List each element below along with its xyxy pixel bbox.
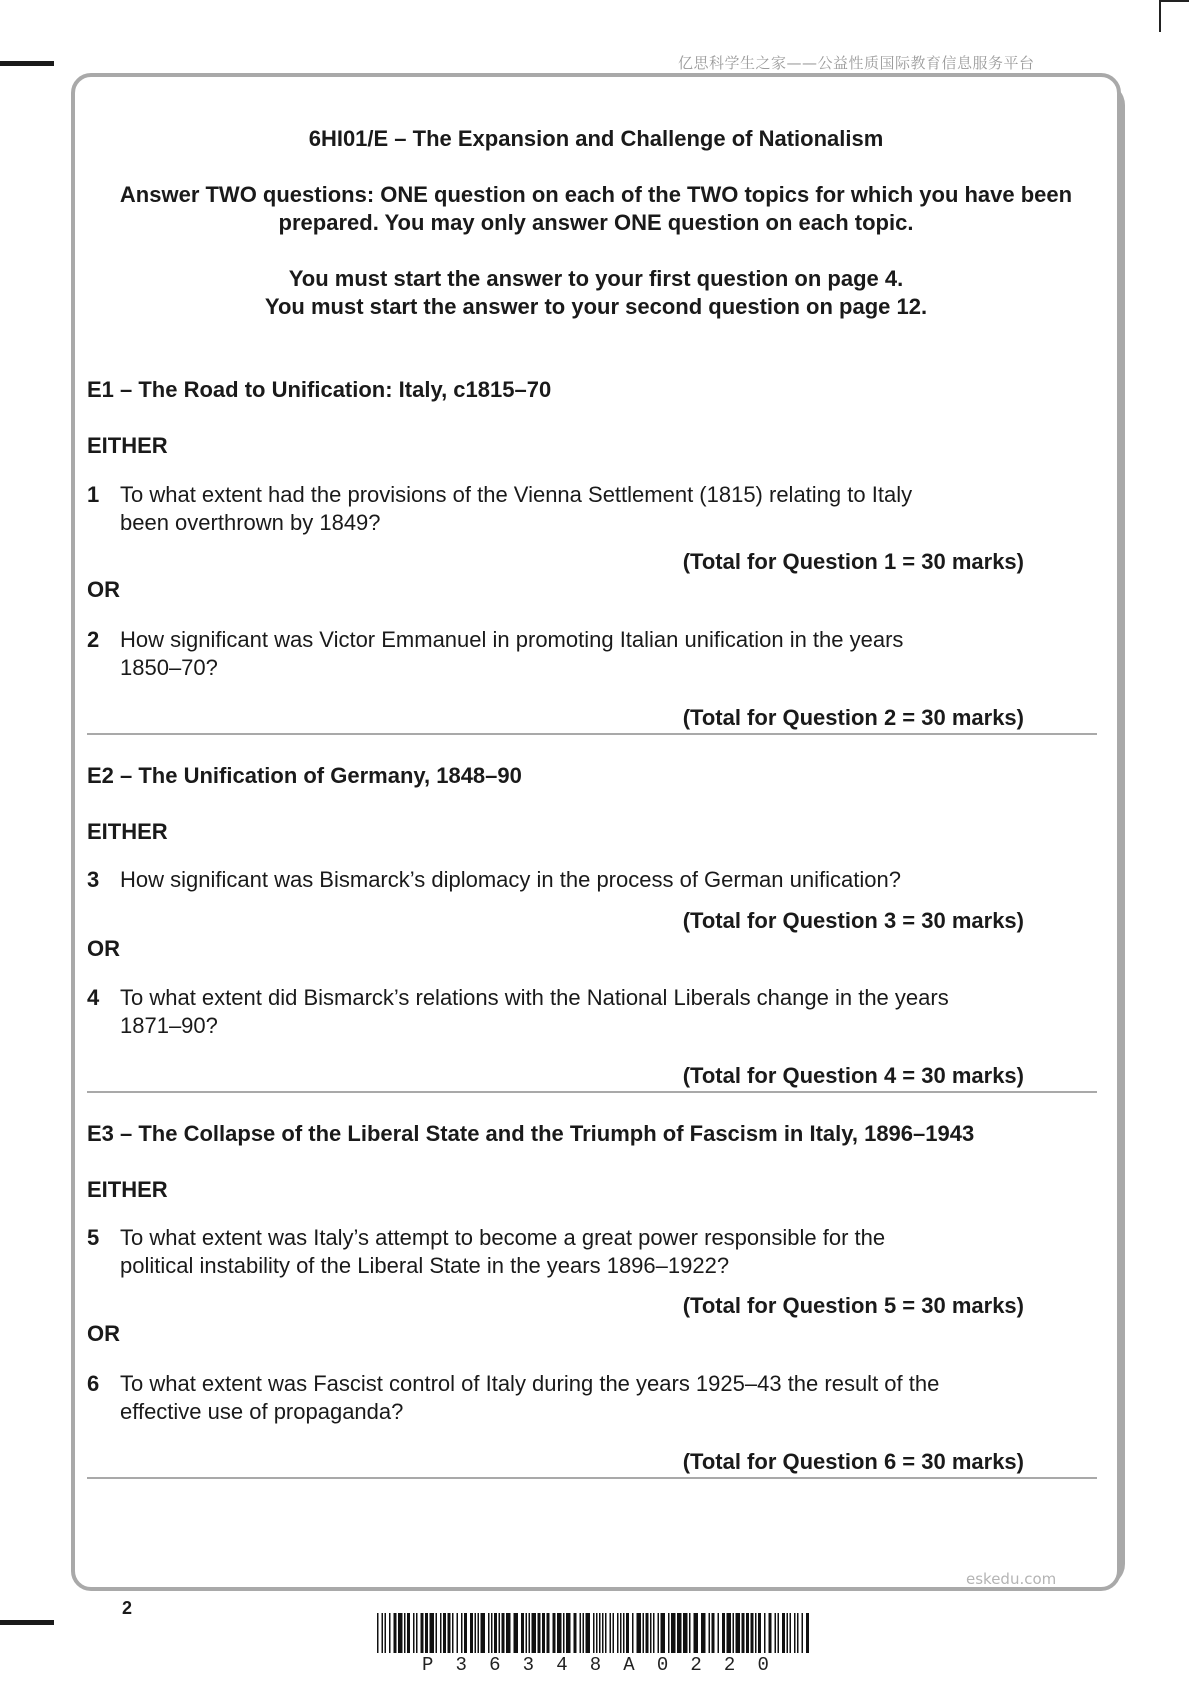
barcode-bar	[626, 1613, 629, 1653]
barcode-bar	[499, 1613, 501, 1653]
question-number: 1	[87, 482, 100, 507]
barcode-bar	[658, 1613, 660, 1653]
section-title: E2 – The Unification of Germany, 1848–90	[87, 763, 522, 788]
barcode-bar	[470, 1613, 473, 1653]
barcode-bar	[802, 1613, 804, 1653]
barcode-bar	[637, 1613, 642, 1653]
barcode-bar	[557, 1613, 562, 1653]
question-line: 1850–70?	[120, 655, 218, 680]
question-number: 4	[87, 985, 100, 1010]
barcode-bar	[806, 1613, 809, 1653]
barcode-bar	[514, 1613, 519, 1653]
barcode-bar	[661, 1613, 666, 1653]
or-label: OR	[87, 1321, 120, 1346]
or-label: OR	[87, 936, 120, 961]
question-total: (Total for Question 6 = 30 marks)	[682, 1449, 1024, 1474]
barcode-bar	[742, 1613, 745, 1653]
barcode-bar	[394, 1613, 397, 1653]
barcode-bar	[440, 1613, 442, 1653]
barcode-char: 0	[656, 1654, 669, 1676]
barcode-char: A	[623, 1654, 635, 1676]
barcode	[377, 1613, 809, 1653]
crop-mark	[1159, 0, 1189, 2]
barcode-bar	[526, 1613, 528, 1653]
question-line: To what extent was Fascist control of Italy during the years 1925–43 the result of the	[120, 1371, 940, 1396]
barcode-bar	[764, 1613, 766, 1653]
barcode-char: 0	[757, 1654, 769, 1676]
instruction-line-2: prepared. You may only answer ONE question on each topic.	[278, 210, 914, 235]
barcode-bar	[506, 1613, 511, 1653]
barcode-bar	[794, 1613, 796, 1653]
either-label: EITHER	[87, 1177, 168, 1202]
barcode-bar	[385, 1613, 387, 1653]
footer-watermark: eskedu.com	[966, 1570, 1057, 1588]
barcode-bar	[532, 1613, 537, 1653]
barcode-char: 2	[690, 1654, 702, 1676]
barcode-bar	[694, 1613, 699, 1653]
barcode-bar	[413, 1613, 415, 1653]
question-line: To what extent had the provisions of the Vienna Settlement (1815) relating to Italy	[120, 482, 913, 507]
barcode-bar	[583, 1613, 585, 1653]
barcode-bar	[448, 1613, 451, 1653]
question-number: 6	[87, 1371, 100, 1396]
either-label: EITHER	[87, 819, 168, 844]
question-text	[120, 984, 970, 1040]
barcode-text	[377, 1654, 809, 1676]
barcode-bar	[778, 1613, 780, 1653]
barcode-bar	[677, 1613, 682, 1653]
barcode-bar	[620, 1613, 622, 1653]
barcode-bar	[602, 1613, 604, 1653]
question-number: 2	[87, 627, 100, 652]
barcode-bar	[650, 1613, 652, 1653]
question-frame	[71, 73, 1121, 1591]
question-line: To what extent was Italy’s attempt to become a great power responsible for the	[120, 1225, 886, 1250]
barcode-bar	[382, 1613, 384, 1653]
watermark: 亿思科学生之家——公益性质国际教育信息服务平台	[678, 54, 1035, 72]
question-line: To what extent did Bismarck’s relations with the National Liberals change in the years	[120, 985, 949, 1010]
barcode-bar	[436, 1613, 438, 1653]
barcode-char: 8	[589, 1654, 602, 1676]
question-number: 3	[87, 867, 100, 892]
barcode-bar	[475, 1613, 477, 1653]
question-total: (Total for Question 4 = 30 marks)	[682, 1063, 1024, 1088]
barcode-bar	[547, 1613, 550, 1653]
instruction-line-1: Answer TWO questions: ONE question on each of the TWO topics for which you have been	[119, 182, 1073, 207]
barcode-bar	[746, 1613, 749, 1653]
question-total: (Total for Question 3 = 30 marks)	[682, 908, 1024, 933]
barcode-bar	[755, 1613, 757, 1653]
barcode-bar	[689, 1613, 691, 1653]
barcode-char: 6	[489, 1654, 501, 1676]
barcode-bar	[733, 1613, 735, 1653]
barcode-bar	[610, 1613, 612, 1653]
barcode-bar	[529, 1613, 531, 1653]
barcode-bar	[617, 1613, 619, 1653]
section-title: E1 – The Road to Unification: Italy, c1815–70	[87, 377, 552, 402]
barcode-bar	[425, 1613, 428, 1653]
section-title: E3 – The Collapse of the Liberal State and the Triumph of Fascism in Italy, 1896–1943	[87, 1121, 975, 1146]
section-divider	[87, 733, 1097, 735]
barcode-bar	[580, 1613, 582, 1653]
barcode-bar	[653, 1613, 655, 1653]
question-total: (Total for Question 1 = 30 marks)	[682, 549, 1024, 574]
barcode-bar	[464, 1613, 467, 1653]
barcode-bar	[782, 1613, 785, 1653]
section-divider	[87, 1477, 1097, 1479]
barcode-char: P	[422, 1654, 434, 1676]
barcode-bar	[712, 1613, 715, 1653]
barcode-bar	[566, 1613, 571, 1653]
barcode-bar	[701, 1613, 706, 1653]
barcode-bar	[461, 1613, 463, 1653]
barcode-bar	[623, 1613, 625, 1653]
question-total: (Total for Question 2 = 30 marks)	[682, 705, 1024, 730]
question-text	[120, 626, 970, 682]
barcode-bar	[613, 1613, 615, 1653]
barcode-bar	[542, 1613, 545, 1653]
question-text	[120, 1224, 970, 1280]
barcode-bar	[632, 1613, 634, 1653]
barcode-bar	[563, 1613, 565, 1653]
barcode-bar	[593, 1613, 595, 1653]
barcode-bar	[758, 1613, 761, 1653]
barcode-bar	[668, 1613, 670, 1653]
barcode-bar	[443, 1613, 446, 1653]
paper-title: 6HI01/E – The Expansion and Challenge of Nationalism	[308, 126, 884, 151]
page-number: 2	[122, 1598, 133, 1618]
barcode-bar	[586, 1613, 591, 1653]
barcode-bar	[797, 1613, 799, 1653]
barcode-bar	[377, 1613, 379, 1653]
barcode-bar	[643, 1613, 645, 1653]
barcode-bar	[488, 1613, 490, 1653]
barcode-bar	[521, 1613, 524, 1653]
barcode-bar	[481, 1613, 486, 1653]
barcode-bar	[671, 1613, 676, 1653]
question-text	[120, 866, 970, 894]
barcode-bar	[605, 1613, 607, 1653]
barcode-char: 4	[556, 1654, 568, 1676]
barcode-bar	[683, 1613, 688, 1653]
start-instruction-1: You must start the answer to your first question on page 4.	[288, 266, 904, 291]
barcode-bar	[574, 1613, 577, 1653]
barcode-bar	[502, 1613, 505, 1653]
either-label: EITHER	[87, 433, 168, 458]
barcode-char: 3	[522, 1654, 535, 1676]
barcode-bar	[430, 1613, 435, 1653]
barcode-bar	[494, 1613, 497, 1653]
question-number: 5	[87, 1225, 100, 1250]
barcode-bar	[457, 1613, 459, 1653]
question-line: How significant was Bismarck’s diplomacy in the process of German unification?	[120, 867, 901, 892]
question-line: effective use of propaganda?	[120, 1399, 404, 1424]
barcode-bar	[596, 1613, 598, 1653]
barcode-bar	[538, 1613, 541, 1653]
barcode-bar	[775, 1613, 777, 1653]
question-text	[120, 1370, 970, 1426]
barcode-char: 3	[455, 1654, 467, 1676]
barcode-bar	[491, 1613, 493, 1653]
barcode-bar	[722, 1613, 725, 1653]
margin-bar	[0, 1620, 54, 1625]
crop-mark	[1159, 0, 1161, 32]
barcode-bar	[389, 1613, 391, 1653]
barcode-bar	[787, 1613, 789, 1653]
barcode-bar	[407, 1613, 410, 1653]
barcode-bar	[751, 1613, 754, 1653]
start-instruction-2: You must start the answer to your second question on page 12.	[264, 294, 928, 319]
question-line: How significant was Victor Emmanuel in promoting Italian unification in the years	[120, 627, 904, 652]
question-total: (Total for Question 5 = 30 marks)	[682, 1293, 1024, 1318]
barcode-bar	[769, 1613, 772, 1653]
barcode-bar	[709, 1613, 711, 1653]
barcode-bar	[727, 1613, 732, 1653]
barcode-bar	[398, 1613, 403, 1653]
barcode-bar	[718, 1613, 720, 1653]
section-divider	[87, 1091, 1097, 1093]
barcode-bar	[736, 1613, 741, 1653]
barcode-bar	[452, 1613, 454, 1653]
barcode-bar	[790, 1613, 792, 1653]
barcode-bar	[646, 1613, 649, 1653]
question-line: political instability of the Liberal State in the years 1896–1922?	[120, 1253, 730, 1278]
or-label: OR	[87, 577, 120, 602]
question-line: 1871–90?	[120, 1013, 218, 1038]
barcode-bar	[478, 1613, 480, 1653]
barcode-char: 2	[723, 1654, 736, 1676]
question-text	[120, 481, 970, 537]
margin-bar	[0, 61, 54, 66]
barcode-bar	[599, 1613, 601, 1653]
question-line: been overthrown by 1849?	[120, 510, 381, 535]
barcode-bar	[421, 1613, 424, 1653]
barcode-bar	[416, 1613, 418, 1653]
barcode-bar	[404, 1613, 406, 1653]
barcode-bar	[553, 1613, 556, 1653]
